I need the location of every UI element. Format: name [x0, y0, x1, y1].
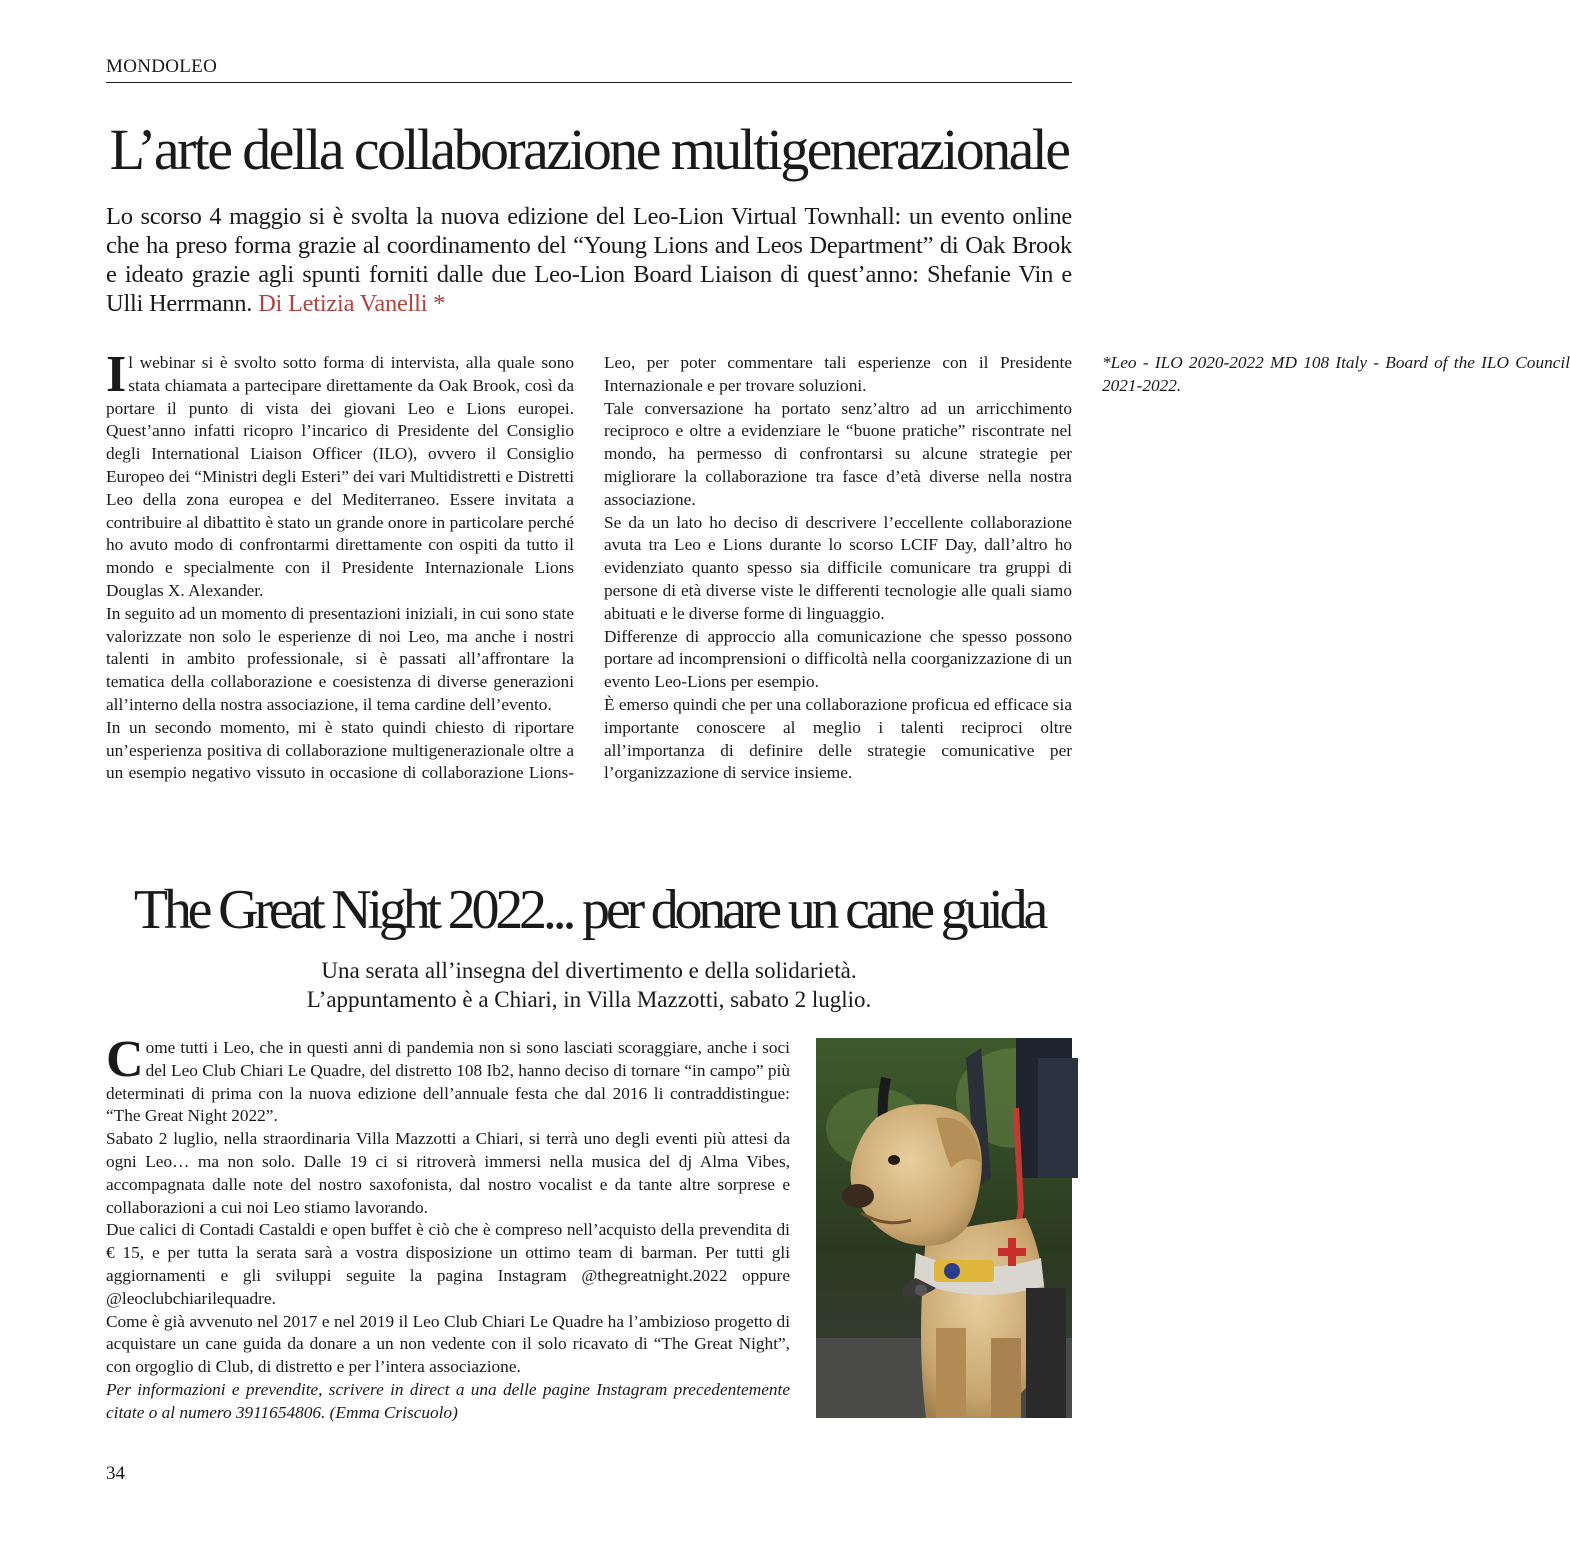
article1-paragraph: Differenze di approccio alla comunicazione che spesso possono portare ad incomprensioni o difficoltà nella coorganizzazione di un evento Leo-Lions per esempio. — [604, 626, 1072, 692]
article2-closing: Per informazioni e prevendite, scrivere in direct a una delle pagine Instagram precedentemente citate o al numero 3911654806. (Emma Criscuolo) — [106, 1379, 790, 1422]
article1-paragraph: Se da un lato ho deciso di descrivere l’eccellente collaborazione avuta tra Leo e Lions durante lo scorso LCIF Day, dall’altro ho evidenziato quanto spesso sia difficile comunicare tra gruppi di persone di età diverse viste le differenti tecnologie alle quali siamo abituati e le diverse forme di linguaggio. — [604, 512, 1072, 623]
article2-body — [106, 1031, 790, 1425]
header-divider — [106, 82, 1072, 83]
author-note: *Leo - ILO 2020-2022 MD 108 Italy - Board of the ILO Council 2021-2022. — [1102, 353, 1570, 395]
article2-subtitle — [106, 956, 1072, 1014]
article2-title: The Great Night 2022... per donare un cane guida — [133, 879, 1045, 941]
article2-paragraph: Due calici di Contadi Castaldi e open buffet è ciò che è compreso nell’acquisto della prevendita di € 15, e per tutta la serata sarà a vostra disposizione un ottimo team di barman. Per tutti gli aggiornamenti e gli sviluppi seguite la pagina Instagram @thegreatnight.2022 oppure @leoclubchiarilequadre. — [106, 1220, 790, 1308]
subtitle-line: Una serata all’insegna del divertimento e della solidarietà. — [321, 958, 857, 983]
section-label: MONDOLEO — [106, 56, 218, 77]
article1-paragraph: Il webinar si è svolto sotto forma di intervista, alla quale sono stata chiamata a partecipare direttamente da Oak Brook, così da portare il punto di vista dei giovani Leo e Lions europei. Quest’anno infatti ricopro l’incarico di Presidente del Consiglio degli International Liaison Officer (ILO), ovvero il Consiglio Europeo dei “Ministri degli Esteri” dei vari Multidistretti e Distretti Leo della zona europea e del Mediterraneo. Essere invitata a contribuire al dibattito è stato un grande onore in particolare perché ho avuto modo di confrontarmi direttamente con ospiti da tutto il mondo e specialmente con il Presidente Internazionale Lions Douglas X. Alexander. — [106, 346, 574, 600]
lead-text: Lo scorso 4 maggio si è svolta la nuova edizione del Leo-Lion Virtual Townhall: un evento online che ha preso forma grazie al coordinamento del “Young Lions and Leos Department” di Oak Brook e ideato grazie agli spunti forniti dalle due Leo-Lion Board Liaison di quest’anno: Shefanie Vin e Ulli Herrmann. — [106, 203, 1072, 317]
page-number: 34 — [106, 1463, 125, 1484]
article1-paragraph: In un secondo momento, mi è stato quindi chiesto di riportare un’esperienza positiva di collaborazione multigenerazionale oltre a un esempio negativo vissuto in occasione di collaborazione Lions-Leo, per poter commentare tali esperienze con il Presidente Internazionale e per trovare soluzioni. — [106, 353, 1072, 783]
author-byline: Di Letizia Vanelli * — [258, 290, 446, 317]
article2-paragraph: Come è già avvenuto nel 2017 e nel 2019 il Leo Club Chiari Le Quadre ha l’ambizioso progetto di acquistare un cane guida da donare a un non vedente con il solo ricavato di “The Great Night”, con orgoglio di Club, di distretto e per l’intera associazione. — [106, 1311, 790, 1377]
article2-paragraph: Come tutti i Leo, che in questi anni di pandemia non si sono lasciati scoraggiare, anche i soci del Leo Club Chiari Le Quadre, del distretto 108 Ib2, hanno deciso di tornare “in campo” più determinati di prima con la nuova edizione dell’annuale festa che dal 2016 li contraddistingue: “The Great Night 2022”. — [106, 1031, 790, 1126]
guide-dog-photo — [816, 1038, 1072, 1418]
article1-paragraph: È emerso quindi che per una collaborazione proficua ed efficace sia importante conoscere al meglio i talenti reciproci oltre all’importanza di definire delle strategie comunicative per l’organizzazione di service insieme. — [604, 694, 1072, 783]
drop-cap: I — [106, 346, 127, 403]
subtitle-line: L’appuntamento è a Chiari, in Villa Mazzotti, sabato 2 luglio. — [306, 987, 872, 1012]
article2-paragraph: Sabato 2 luglio, nella straordinaria Villa Mazzotti a Chiari, si terrà uno degli eventi più attesi da ogni Leo… ma non solo. Dalle 19 ci si ritroverà immersi nella musica del dj Alma Vibes, accompagnata dalle note del nostro saxofonista, dal nostro vocalist e da tante altre sorprese e collaborazioni a cui noi Leo stiamo lavorando. — [106, 1129, 790, 1217]
article1-body — [106, 346, 1570, 830]
article1-paragraph: In seguito ad un momento di presentazioni iniziali, in cui sono state valorizzate non solo le esperienze di noi Leo, ma anche i nostri talenti in ambito professionale, si è passati all’affrontare la tematica della collaborazione e coesistenza di diverse generazioni all’interno della nostra associazione, il tema cardine dell’evento. — [106, 603, 574, 714]
drop-cap: C — [106, 1031, 144, 1088]
article1-lead — [106, 202, 1072, 318]
article1-title: L’arte della collaborazione multigenerazionale — [109, 117, 1069, 182]
article1-paragraph: Tale conversazione ha portato senz’altro ad un arricchimento reciproco e oltre a evidenziare le “buone pratiche” riscontrate nel mondo, ha permesso di confrontarsi su alcune strategie per migliorare la collaborazione tra fasce d’età diverse nella nostra associazione. — [604, 398, 1072, 509]
